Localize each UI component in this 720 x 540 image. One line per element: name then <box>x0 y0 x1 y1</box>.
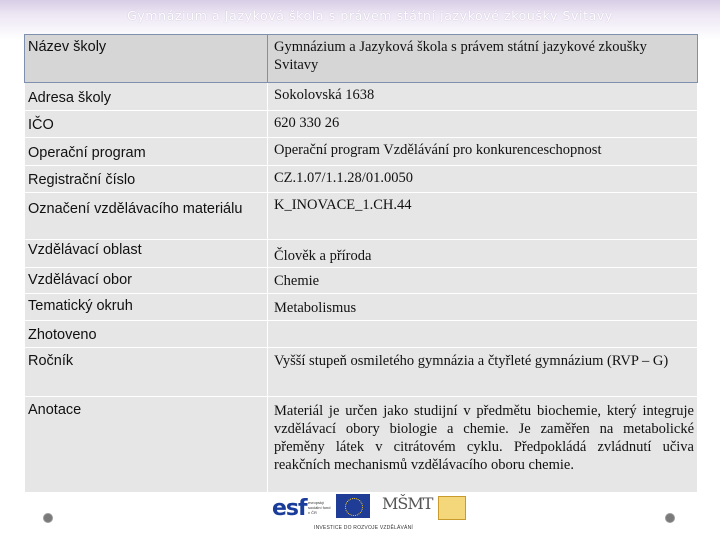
row-label: Vzdělávací obor <box>25 268 268 294</box>
op-vk-logo-icon <box>438 496 466 520</box>
row-label: IČO <box>25 111 268 138</box>
row-value: K_INOVACE_1.CH.44 <box>268 193 698 240</box>
row-value: Vyšší stupeň osmiletého gymnázia a čtyřleté gymnázium (RVP – G) <box>268 348 698 397</box>
table-row <box>25 193 698 240</box>
table-row <box>25 35 698 83</box>
row-label: Ročník <box>25 348 268 397</box>
table-row <box>25 321 698 348</box>
table-row <box>25 268 698 294</box>
page-header-title: Gymnázium a Jazyková škola s právem státní jazykové zkoušky Svitavy <box>127 8 613 23</box>
row-label: Adresa školy <box>25 83 268 111</box>
row-label: Zhotoveno <box>25 321 268 348</box>
row-value: Člověk a příroda <box>268 240 698 268</box>
row-label: Název školy <box>25 35 268 83</box>
esf-logo-subtext: evropský sociální fond v ČR <box>308 500 331 515</box>
bullet-right-decoration <box>665 513 675 523</box>
table-row <box>25 240 698 268</box>
row-label: Tematický okruh <box>25 294 268 321</box>
table-row <box>25 83 698 111</box>
table-row <box>25 397 698 493</box>
table-row <box>25 138 698 166</box>
msmt-logo <box>382 494 433 520</box>
funding-logos <box>270 494 466 534</box>
school-info-table <box>24 34 698 493</box>
row-label: Operační program <box>25 138 268 166</box>
row-label: Registrační číslo <box>25 166 268 193</box>
esf-logo-text: esf <box>272 496 307 521</box>
row-value: Materiál je určen jako studijní v předmětu biochemie, který integruje vzdělávací obory biologie a chemie. Je zaměřen na metabolické přeměny látek v citrátovém cyklu. Předpokládá zvládnutí učiva reakčních mechanismů vzdělávacího oboru chemie. <box>268 397 698 493</box>
table-row <box>25 348 698 397</box>
row-value: Metabolismus <box>268 294 698 321</box>
row-label: Označení vzdělávacího materiálu <box>25 193 268 240</box>
row-value: Chemie <box>268 268 698 294</box>
row-value: Gymnázium a Jazyková škola s právem státní jazykové zkoušky Svitavy <box>268 35 698 83</box>
table-row <box>25 166 698 193</box>
row-value <box>268 321 698 348</box>
logos-caption: INVESTICE DO ROZVOJE VZDĚLÁVÁNÍ <box>314 525 413 531</box>
esf-logo <box>270 496 331 524</box>
table-row <box>25 294 698 321</box>
row-value: CZ.1.07/1.1.28/01.0050 <box>268 166 698 193</box>
msmt-logo-text: MŠMT <box>382 494 433 513</box>
bullet-left-decoration <box>43 513 53 523</box>
eu-flag-icon <box>336 494 370 518</box>
row-value: 620 330 26 <box>268 111 698 138</box>
row-value: Sokolovská 1638 <box>268 83 698 111</box>
row-value: Operační program Vzdělávání pro konkurenceschopnost <box>268 138 698 166</box>
row-label: Vzdělávací oblast <box>25 240 268 268</box>
row-label: Anotace <box>25 397 268 493</box>
table-row <box>25 111 698 138</box>
